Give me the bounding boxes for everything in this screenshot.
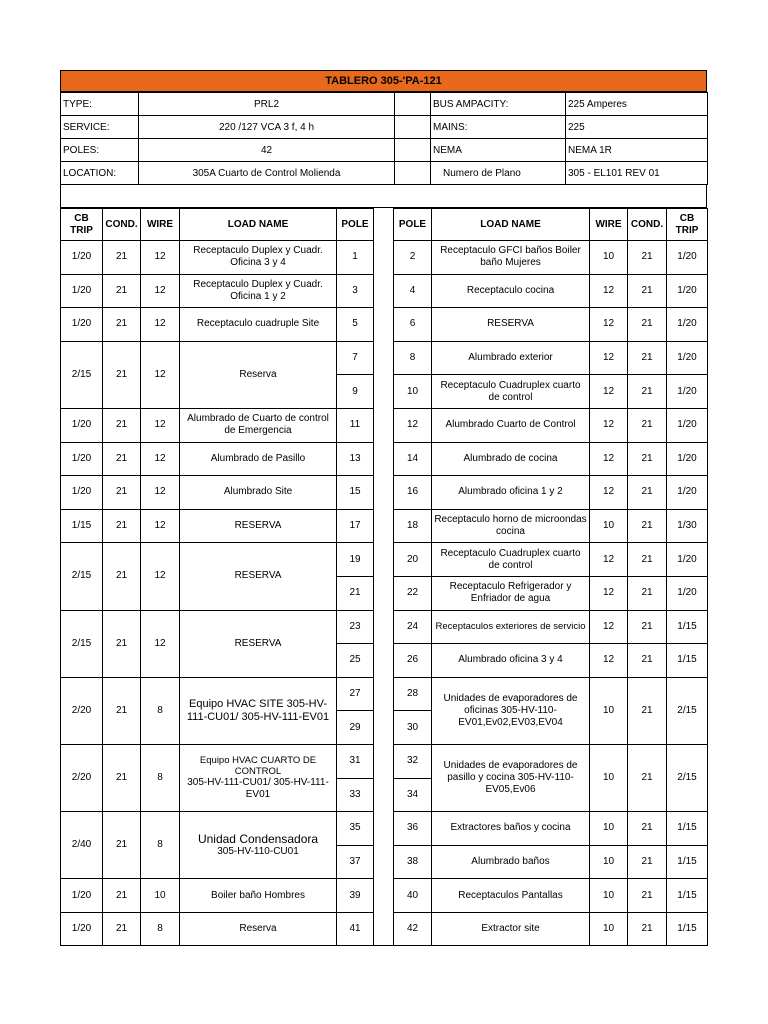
spacer-cell <box>374 509 394 543</box>
load-name-line: Equipo HVAC CUARTO DE CONTROL <box>199 755 317 777</box>
spacer-cell <box>374 308 394 342</box>
pole-cell: 6 <box>394 308 432 342</box>
load-name-cell: Alumbrado Cuarto de Control <box>432 408 590 442</box>
cb-trip-cell: 1/15 <box>667 644 708 678</box>
pole-cell: 18 <box>394 509 432 543</box>
pole-cell: 11 <box>337 408 374 442</box>
cb-trip-cell: 1/20 <box>667 408 708 442</box>
spacer-cell <box>374 274 394 308</box>
cond-cell: 21 <box>628 375 667 409</box>
wire-cell: 12 <box>141 442 180 476</box>
wire-cell: 10 <box>590 845 628 879</box>
cond-cell: 21 <box>103 879 141 913</box>
cond-cell: 21 <box>628 408 667 442</box>
type-label: TYPE: <box>61 93 139 116</box>
table-row <box>61 879 708 913</box>
cb-trip-cell: 2/15 <box>667 744 708 811</box>
spacer-cell <box>374 845 394 879</box>
cb-trip-cell: 2/15 <box>667 677 708 744</box>
load-name-cell: RESERVA <box>180 610 337 677</box>
service-label: SERVICE: <box>61 116 139 139</box>
load-name-cell: Receptaculo GFCI baños Boiler baño Mujeres <box>432 241 590 275</box>
info-row <box>61 93 708 116</box>
load-name-cell: Receptaculo Cuadruplex cuarto de control <box>432 375 590 409</box>
wire-cell: 8 <box>141 912 180 946</box>
cb-trip-cell: 1/20 <box>667 341 708 375</box>
cond-cell: 21 <box>628 241 667 275</box>
wire-cell: 12 <box>141 476 180 510</box>
pole-cell: 3 <box>337 274 374 308</box>
cond-cell: 21 <box>628 744 667 811</box>
wire-cell: 8 <box>141 744 180 811</box>
load-name-cell: Alumbrado de cocina <box>432 442 590 476</box>
load-name-cell: Receptaculos Pantallas <box>432 879 590 913</box>
wire-cell: 12 <box>141 543 180 610</box>
wire-cell: 12 <box>590 576 628 610</box>
cond-cell: 21 <box>103 543 141 610</box>
cb-trip-cell: 1/15 <box>61 509 103 543</box>
spacer-cell <box>374 476 394 510</box>
load-name-cell: Alumbrado oficina 3 y 4 <box>432 644 590 678</box>
load-table <box>60 208 708 946</box>
spacer-cell <box>395 139 431 162</box>
panel-info-table <box>60 92 708 185</box>
cb-trip-cell: 2/15 <box>61 341 103 408</box>
nema-label: NEMA <box>431 139 566 162</box>
load-name-cell <box>180 812 337 879</box>
spacer-cell <box>374 442 394 476</box>
table-row <box>61 442 708 476</box>
cb-trip-cell: 1/20 <box>667 375 708 409</box>
cond-cell: 21 <box>103 509 141 543</box>
cond-cell: 21 <box>103 610 141 677</box>
spacer-cell <box>374 644 394 678</box>
spacer-cell <box>374 744 394 778</box>
load-name-cell: Alumbrado Site <box>180 476 337 510</box>
pole-cell: 24 <box>394 610 432 644</box>
cb-trip-cell: 1/15 <box>667 610 708 644</box>
pole-cell: 5 <box>337 308 374 342</box>
wire-cell: 10 <box>590 879 628 913</box>
pole-cell: 32 <box>394 744 432 778</box>
pole-cell: 12 <box>394 408 432 442</box>
wire-cell: 12 <box>141 274 180 308</box>
cond-cell: 21 <box>628 476 667 510</box>
cb-trip-cell: 2/20 <box>61 677 103 744</box>
table-row <box>61 543 708 577</box>
wire-cell: 12 <box>590 543 628 577</box>
spacer-cell <box>395 93 431 116</box>
load-name-cell: Equipo HVAC SITE 305-HV-111-CU01/ 305-HV-111-EV01 <box>180 677 337 744</box>
section-gap <box>60 185 707 208</box>
load-name-cell <box>180 744 337 811</box>
pole-cell: 39 <box>337 879 374 913</box>
wire-cell: 12 <box>590 308 628 342</box>
cond-cell: 21 <box>103 677 141 744</box>
load-name-line: 305-HV-111-CU01/ 305-HV-111-EV01 <box>187 777 329 800</box>
cond-cell: 21 <box>628 677 667 744</box>
wire-cell: 12 <box>590 375 628 409</box>
load-name-cell: Receptaculos exteriores de servicio <box>432 610 590 644</box>
pole-cell: 28 <box>394 677 432 711</box>
load-name-cell: Alumbrado de Cuarto de control de Emergencia <box>180 408 337 442</box>
cb-trip-cell: 1/20 <box>61 442 103 476</box>
pole-cell: 33 <box>337 778 374 812</box>
cb-trip-cell: 1/15 <box>667 879 708 913</box>
cb-trip-cell: 1/20 <box>61 879 103 913</box>
cb-trip-cell: 1/20 <box>667 576 708 610</box>
cond-cell: 21 <box>103 241 141 275</box>
wire-header: WIRE <box>141 209 180 241</box>
cond-header: COND. <box>628 209 667 241</box>
poles-value: 42 <box>139 139 395 162</box>
spacer-cell <box>374 711 394 745</box>
spacer-header <box>374 209 394 241</box>
pole-cell: 35 <box>337 812 374 846</box>
table-row <box>61 677 708 711</box>
cb-trip-cell: 1/20 <box>667 308 708 342</box>
pole-cell: 41 <box>337 912 374 946</box>
load-name-cell: Alumbrado de Pasillo <box>180 442 337 476</box>
pole-header: POLE <box>394 209 432 241</box>
load-name-cell: Extractores baños y cocina <box>432 812 590 846</box>
cond-cell: 21 <box>103 408 141 442</box>
wire-header: WIRE <box>590 209 628 241</box>
load-header-row <box>61 209 708 241</box>
info-row <box>61 116 708 139</box>
load-name-cell: Unidades de evaporadores de oficinas 305-HV-110-EV01,Ev02,EV03,EV04 <box>432 677 590 744</box>
panel-title: TABLERO 305-'PA-121 <box>60 70 707 92</box>
cond-cell: 21 <box>628 274 667 308</box>
cb-trip-cell: 1/20 <box>667 241 708 275</box>
bus-value: 225 Amperes <box>566 93 708 116</box>
pole-cell: 13 <box>337 442 374 476</box>
cb-trip-cell: 2/15 <box>61 543 103 610</box>
pole-cell: 8 <box>394 341 432 375</box>
load-name-cell: RESERVA <box>180 543 337 610</box>
plano-label: Numero de Plano <box>431 162 566 185</box>
wire-cell: 12 <box>141 241 180 275</box>
wire-cell: 12 <box>141 341 180 408</box>
spacer-cell <box>374 576 394 610</box>
table-row <box>61 476 708 510</box>
wire-cell: 12 <box>590 341 628 375</box>
cond-cell: 21 <box>628 879 667 913</box>
wire-cell: 12 <box>590 644 628 678</box>
cond-cell: 21 <box>103 912 141 946</box>
cond-cell: 21 <box>628 341 667 375</box>
cond-header: COND. <box>103 209 141 241</box>
pole-cell: 9 <box>337 375 374 409</box>
spacer-cell <box>374 812 394 846</box>
bus-label: BUS AMPACITY: <box>431 93 566 116</box>
spacer-cell <box>374 241 394 275</box>
cond-cell: 21 <box>628 644 667 678</box>
wire-cell: 12 <box>590 476 628 510</box>
load-name-cell: Alumbrado exterior <box>432 341 590 375</box>
service-value: 220 /127 VCA 3 f, 4 h <box>139 116 395 139</box>
pole-cell: 30 <box>394 711 432 745</box>
load-name-cell: Alumbrado baños <box>432 845 590 879</box>
pole-cell: 37 <box>337 845 374 879</box>
cb-trip-cell: 1/15 <box>667 912 708 946</box>
wire-cell: 10 <box>590 509 628 543</box>
cond-cell: 21 <box>103 812 141 879</box>
pole-cell: 7 <box>337 341 374 375</box>
plano-value: 305 - EL101 REV 01 <box>566 162 708 185</box>
cb-trip-cell: 2/40 <box>61 812 103 879</box>
wire-cell: 10 <box>590 912 628 946</box>
cb-trip-cell: 2/20 <box>61 744 103 811</box>
pole-cell: 40 <box>394 879 432 913</box>
table-row <box>61 744 708 778</box>
cond-cell: 21 <box>628 610 667 644</box>
load-name-header: LOAD NAME <box>432 209 590 241</box>
wire-cell: 10 <box>590 241 628 275</box>
table-row <box>61 241 708 275</box>
wire-cell: 10 <box>590 744 628 811</box>
cond-cell: 21 <box>103 341 141 408</box>
spacer-cell <box>374 677 394 711</box>
load-name-cell: Extractor site <box>432 912 590 946</box>
pole-cell: 23 <box>337 610 374 644</box>
cb-trip-cell: 1/15 <box>667 812 708 846</box>
location-value: 305A Cuarto de Control Molienda <box>139 162 395 185</box>
wire-cell: 12 <box>590 442 628 476</box>
cb-trip-cell: 1/20 <box>61 408 103 442</box>
pole-cell: 38 <box>394 845 432 879</box>
pole-cell: 21 <box>337 576 374 610</box>
pole-cell: 16 <box>394 476 432 510</box>
pole-cell: 20 <box>394 543 432 577</box>
cb-trip-cell: 1/20 <box>667 543 708 577</box>
load-name-cell: Receptaculo cuadruple Site <box>180 308 337 342</box>
pole-cell: 10 <box>394 375 432 409</box>
wire-cell: 8 <box>141 677 180 744</box>
table-row <box>61 610 708 644</box>
load-name-cell: Receptaculo Duplex y Cuadr. Oficina 1 y 2 <box>180 274 337 308</box>
pole-cell: 19 <box>337 543 374 577</box>
pole-cell: 27 <box>337 677 374 711</box>
load-name-cell: Boiler baño Hombres <box>180 879 337 913</box>
wire-cell: 12 <box>141 408 180 442</box>
cond-cell: 21 <box>103 442 141 476</box>
wire-cell: 12 <box>590 408 628 442</box>
cond-cell: 21 <box>628 812 667 846</box>
wire-cell: 10 <box>141 879 180 913</box>
cb-trip-cell: 1/20 <box>61 274 103 308</box>
table-row <box>61 812 708 846</box>
spacer-cell <box>374 778 394 812</box>
wire-cell: 8 <box>141 812 180 879</box>
cb-trip-header: CB TRIP <box>667 209 708 241</box>
panel-schedule <box>60 70 707 946</box>
spacer-cell <box>374 912 394 946</box>
cond-cell: 21 <box>103 308 141 342</box>
load-name-cell: Receptaculo Duplex y Cuadr. Oficina 3 y 4 <box>180 241 337 275</box>
wire-cell: 12 <box>590 274 628 308</box>
pole-cell: 1 <box>337 241 374 275</box>
cb-trip-cell: 1/20 <box>667 274 708 308</box>
info-row <box>61 139 708 162</box>
cb-trip-cell: 1/20 <box>61 912 103 946</box>
spacer-cell <box>374 879 394 913</box>
cond-cell: 21 <box>628 509 667 543</box>
load-name-cell: RESERVA <box>432 308 590 342</box>
pole-cell: 42 <box>394 912 432 946</box>
load-name-header: LOAD NAME <box>180 209 337 241</box>
wire-cell: 12 <box>141 509 180 543</box>
load-name-line: 305-HV-110-CU01 <box>217 846 299 858</box>
wire-cell: 10 <box>590 677 628 744</box>
spacer-cell <box>374 543 394 577</box>
cond-cell: 21 <box>103 274 141 308</box>
cond-cell: 21 <box>628 442 667 476</box>
cb-trip-cell: 1/20 <box>667 442 708 476</box>
pole-cell: 34 <box>394 778 432 812</box>
pole-cell: 15 <box>337 476 374 510</box>
pole-cell: 29 <box>337 711 374 745</box>
mains-label: MAINS: <box>431 116 566 139</box>
spacer-cell <box>374 610 394 644</box>
cb-trip-cell: 1/20 <box>667 476 708 510</box>
spacer-cell <box>374 341 394 375</box>
wire-cell: 12 <box>590 610 628 644</box>
table-row <box>61 274 708 308</box>
cond-cell: 21 <box>628 912 667 946</box>
spacer-cell <box>395 116 431 139</box>
table-row <box>61 308 708 342</box>
pole-cell: 31 <box>337 744 374 778</box>
table-row <box>61 341 708 375</box>
cb-trip-cell: 2/15 <box>61 610 103 677</box>
pole-cell: 2 <box>394 241 432 275</box>
load-name-line: Unidad Condensadora <box>197 832 319 847</box>
spacer-cell <box>395 162 431 185</box>
load-name-cell: Receptaculo Refrigerador y Enfriador de agua <box>432 576 590 610</box>
table-row <box>61 408 708 442</box>
pole-cell: 4 <box>394 274 432 308</box>
cb-trip-cell: 1/30 <box>667 509 708 543</box>
cond-cell: 21 <box>628 576 667 610</box>
load-name-cell: Reserva <box>180 341 337 408</box>
spacer-cell <box>374 375 394 409</box>
load-name-cell: Receptaculo horno de microondas cocina <box>432 509 590 543</box>
pole-cell: 36 <box>394 812 432 846</box>
wire-cell: 10 <box>590 812 628 846</box>
pole-cell: 17 <box>337 509 374 543</box>
pole-header: POLE <box>337 209 374 241</box>
poles-label: POLES: <box>61 139 139 162</box>
cb-trip-cell: 1/15 <box>667 845 708 879</box>
type-value: PRL2 <box>139 93 395 116</box>
spacer-cell <box>374 408 394 442</box>
table-row <box>61 509 708 543</box>
load-name-cell: Unidades de evaporadores de pasillo y cocina 305-HV-110-EV05,Ev06 <box>432 744 590 811</box>
wire-cell: 12 <box>141 610 180 677</box>
cond-cell: 21 <box>103 744 141 811</box>
cb-trip-cell: 1/20 <box>61 241 103 275</box>
info-row <box>61 162 708 185</box>
cond-cell: 21 <box>103 476 141 510</box>
load-name-cell: Alumbrado oficina 1 y 2 <box>432 476 590 510</box>
load-name-cell: Receptaculo Cuadruplex cuarto de control <box>432 543 590 577</box>
load-name-cell: Reserva <box>180 912 337 946</box>
pole-cell: 26 <box>394 644 432 678</box>
cb-trip-header: CB TRIP <box>61 209 103 241</box>
pole-cell: 14 <box>394 442 432 476</box>
nema-value: NEMA 1R <box>566 139 708 162</box>
cb-trip-cell: 1/20 <box>61 308 103 342</box>
cond-cell: 21 <box>628 308 667 342</box>
table-row <box>61 912 708 946</box>
location-label: LOCATION: <box>61 162 139 185</box>
load-name-cell: Receptaculo cocina <box>432 274 590 308</box>
mains-value: 225 <box>566 116 708 139</box>
load-name-cell: RESERVA <box>180 509 337 543</box>
pole-cell: 25 <box>337 644 374 678</box>
cond-cell: 21 <box>628 845 667 879</box>
cond-cell: 21 <box>628 543 667 577</box>
cb-trip-cell: 1/20 <box>61 476 103 510</box>
wire-cell: 12 <box>141 308 180 342</box>
pole-cell: 22 <box>394 576 432 610</box>
